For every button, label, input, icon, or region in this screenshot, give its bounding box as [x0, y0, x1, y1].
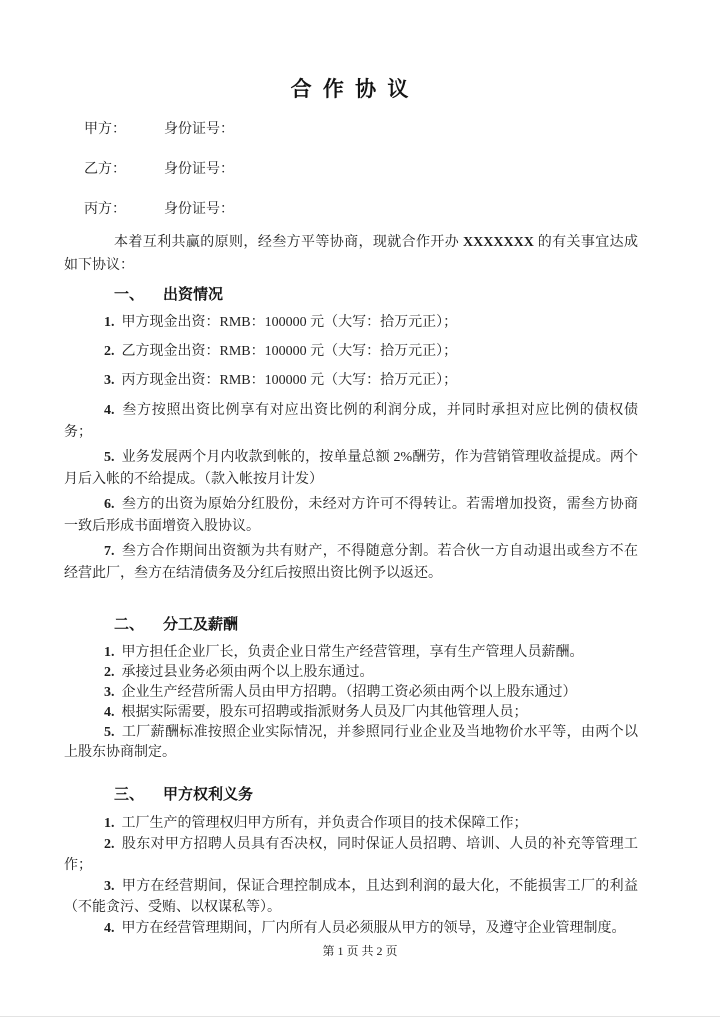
clause-text: 业务发展两个月内收款到帐的，按单量总额 2%酬劳，作为营销管理收益提成。两个月后入帐的不给提成。（款入帐按月计发）	[64, 450, 638, 487]
parties-block	[64, 122, 638, 217]
clause-text: 叁方按照出资比例享有对应出资比例的利润分成，并同时承担对应比例的债权债务；	[64, 403, 638, 440]
section-labor-pay	[64, 615, 638, 763]
section-1-title: 出资情况	[163, 287, 224, 303]
clause-number: 5.	[104, 725, 115, 740]
clause-text: 叁方合作期间出资额为共有财产，不得随意分割。若合伙一方自动退出或叁方不在经营此厂，叁方在结清债务及分红后按照出资比例予以返还。	[64, 544, 638, 581]
clause-item	[64, 371, 638, 391]
party-c-id-label: 身份证号：	[164, 202, 234, 217]
section-party-a-rights	[64, 785, 638, 939]
clause-text: 甲方在经营期间，保证合理控制成本，且达到利润的最大化，不能损害工厂的利益（不能贪污、受贿、以权谋私等）。	[64, 879, 638, 915]
clause-item	[64, 834, 638, 876]
clause-text: 根据实际需要，股东可招聘或指派财务人员及厂内其他管理人员；	[121, 705, 528, 720]
section-1-heading	[64, 285, 638, 305]
clause-number: 1.	[104, 315, 115, 330]
clause-text: 股东对甲方招聘人员具有否决权，同时保证人员招聘、培训、人员的补充等管理工作；	[64, 837, 638, 873]
clause-item	[64, 703, 638, 723]
clause-item	[64, 876, 638, 918]
clause-number: 1.	[104, 816, 115, 831]
intro-placeholder: XXXXXXX	[463, 235, 534, 250]
section-investment	[64, 285, 638, 585]
clause-text: 甲方担任企业厂长，负责企业日常生产经营管理，享有生产管理人员薪酬。	[121, 645, 584, 660]
clause-item	[64, 494, 638, 538]
party-a-label: 甲方：	[84, 122, 126, 137]
clause-item	[64, 813, 638, 834]
party-c-label: 丙方：	[84, 202, 126, 217]
section-2-title: 分工及薪酬	[163, 617, 239, 633]
clause-number: 2.	[104, 837, 115, 852]
document-title: 合 作 协 议	[290, 77, 412, 101]
clause-text: 丙方现金出资：RMB：100000 元（大写：拾万元正）；	[121, 373, 458, 388]
clause-text: 甲方现金出资：RMB：100000 元（大写：拾万元正）；	[121, 315, 458, 330]
clause-number: 4.	[104, 921, 115, 936]
party-row-c	[64, 202, 638, 217]
intro-paragraph	[64, 231, 638, 277]
clause-number: 5.	[104, 450, 115, 465]
intro-lead: 本着互利共赢的原则，经叁方平等协商，现就合作开办	[114, 235, 464, 250]
party-b-id-label: 身份证号：	[164, 162, 234, 177]
clause-item	[64, 643, 638, 663]
clause-number: 2.	[104, 344, 115, 359]
section-2-heading	[64, 615, 638, 635]
clause-number: 4.	[104, 403, 115, 418]
clause-number: 7.	[104, 544, 115, 559]
clause-number: 3.	[104, 373, 115, 388]
section-2-number: 二、	[114, 617, 145, 633]
section-3-heading	[64, 785, 638, 805]
party-row-b	[64, 162, 638, 177]
clause-item	[64, 683, 638, 703]
clause-number: 1.	[104, 645, 115, 660]
clause-text: 工厂生产的管理权归甲方所有，并负责合作项目的技术保障工作；	[121, 816, 528, 831]
clause-number: 3.	[104, 685, 115, 700]
clause-text: 工厂薪酬标准按照企业实际情况，并参照同行业企业及当地物价水平等，由两个以上股东协商制定。	[64, 725, 638, 760]
clause-item	[64, 313, 638, 333]
clause-text: 企业生产经营所需人员由甲方招聘。（招聘工资必须由两个以上股东通过）	[121, 685, 577, 700]
clause-item	[64, 447, 638, 491]
clause-item	[64, 400, 638, 444]
intro-tail: 的有关事宜达成如下协议：	[64, 235, 639, 273]
clause-item	[64, 918, 638, 939]
clause-text: 叁方的出资为原始分红股份，未经对方许可不得转让。若需增加投资，需叁方协商一致后形成书面增资入股协议。	[64, 497, 638, 534]
page-footer: 第 1 页 共 2 页	[322, 944, 398, 958]
section-1-number: 一、	[114, 287, 145, 303]
section-3-title: 甲方权利义务	[163, 787, 254, 803]
clause-item	[64, 723, 638, 763]
clause-number: 6.	[104, 497, 115, 512]
clause-number: 2.	[104, 665, 115, 680]
clause-item	[64, 663, 638, 683]
party-a-id-label: 身份证号：	[164, 122, 234, 137]
clause-text: 承接过县业务必须由两个以上股东通过。	[121, 665, 374, 680]
section-3-number: 三、	[114, 787, 145, 803]
clause-item	[64, 342, 638, 362]
clause-text: 乙方现金出资：RMB：100000 元（大写：拾万元正）；	[121, 344, 458, 359]
party-b-label: 乙方：	[84, 162, 126, 177]
party-row-a	[64, 122, 638, 137]
clause-item	[64, 541, 638, 585]
clause-number: 3.	[104, 879, 115, 894]
clause-number: 4.	[104, 705, 115, 720]
clause-text: 甲方在经营管理期间，厂内所有人员必须服从甲方的领导，及遵守企业管理制度。	[121, 921, 626, 936]
